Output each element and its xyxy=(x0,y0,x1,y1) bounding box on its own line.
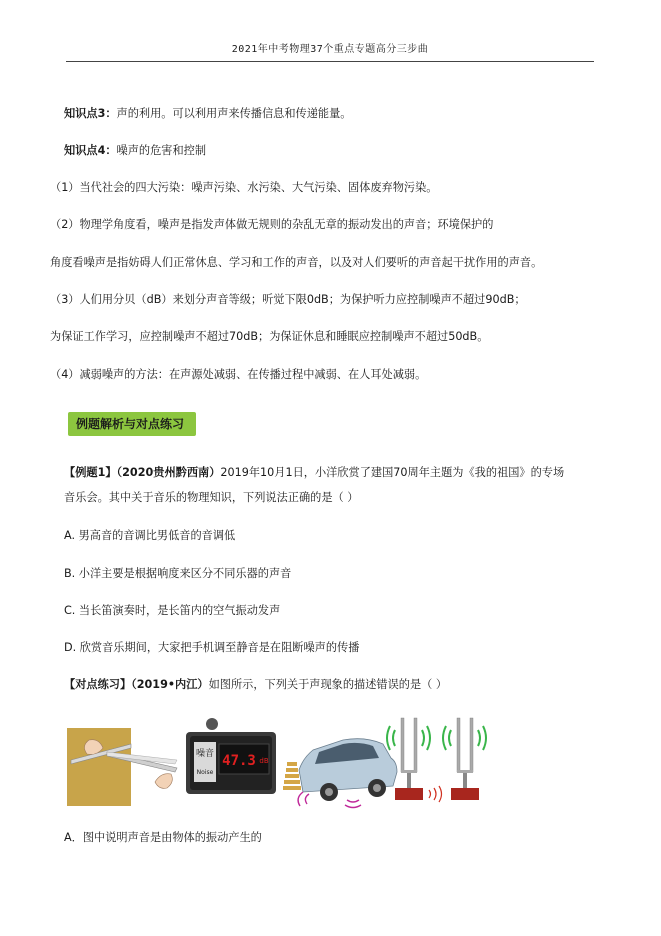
tuning-fork-illustration xyxy=(387,718,486,802)
example-1-line-2: 音乐会。其中关于音乐的物理知识，下列说法正确的是（ ） xyxy=(64,491,359,504)
example-1-label: 【例题1】（2020贵州黔西南） xyxy=(64,466,221,479)
knowledge-point-4-text: 噪声的危害和控制 xyxy=(116,144,207,157)
sound-phenomena-figure xyxy=(67,710,497,810)
practice-label: 【对点练习】（2019•内江） xyxy=(64,678,209,691)
noise-meter-value: 47.3 xyxy=(222,753,256,769)
paragraph-3-line-1: （3）人们用分贝（dB）来划分声音等级；听觉下限0dB；为保护听力应控制噪声不超过90dB； xyxy=(50,293,526,306)
knowledge-point-4-label: 知识点4： xyxy=(64,144,117,157)
example-1-option-a: A. 男高音的音调比男低音的音调低 xyxy=(64,529,236,542)
noise-meter-label-en: Noise xyxy=(196,769,214,776)
example-1-option-d: D. 欣赏音乐期间，大家把手机调至静音是在阻断噪声的传播 xyxy=(64,641,360,654)
paragraph-2-line-2: 角度看噪声是指妨碍人们正常休息、学习和工作的声音，以及对人们要听的声音起干扰作用的声音。 xyxy=(50,256,543,269)
knowledge-point-4 xyxy=(64,143,206,159)
practice-option-a: A．图中说明声音是由物体的振动产生的 xyxy=(64,831,262,844)
example-1-option-c: C. 当长笛演奏时，是长笛内的空气振动发声 xyxy=(64,604,281,617)
parking-sensor-illustration xyxy=(283,739,397,808)
header-rule xyxy=(66,61,594,62)
paragraph-4: （4）减弱噪声的方法：在声源处减弱、在传播过程中减弱、在人耳处减弱。 xyxy=(50,368,427,381)
knowledge-point-3 xyxy=(64,106,352,122)
example-1-text: 2019年10月1日，小洋欣赏了建国70周年主题为《我的祖国》的专场 xyxy=(220,466,565,479)
noise-meter-unit: dB xyxy=(259,757,269,765)
section-banner: 例题解析与对点练习 xyxy=(68,412,196,436)
paragraph-2-line-1: （2）物理学角度看，噪声是指发声体做无规则的杂乱无章的振动发出的声音；环境保护的 xyxy=(50,218,494,231)
example-1-option-b: B. 小洋主要是根据响度来区分不同乐器的声音 xyxy=(64,567,292,580)
page-header: 2021年中考物理37个重点专题高分三步曲 xyxy=(231,44,429,55)
paragraph-1: （1）当代社会的四大污染：噪声污染、水污染、大气污染、固体废弃物污染。 xyxy=(50,181,438,194)
noise-meter-label-cn: 噪音 xyxy=(195,749,215,759)
knowledge-point-3-label: 知识点3： xyxy=(64,107,117,120)
vibrating-ruler-illustration xyxy=(67,728,177,806)
practice-question xyxy=(64,677,447,693)
knowledge-point-3-text: 声的利用。可以利用声来传播信息和传递能量。 xyxy=(116,107,352,120)
practice-text: 如图所示，下列关于声现象的描述错误的是（ ） xyxy=(208,678,448,691)
paragraph-3-line-2: 为保证工作学习，应控制噪声不超过70dB；为保证休息和睡眠应控制噪声不超过50dB。 xyxy=(50,330,489,343)
example-1-line-1 xyxy=(64,465,564,481)
